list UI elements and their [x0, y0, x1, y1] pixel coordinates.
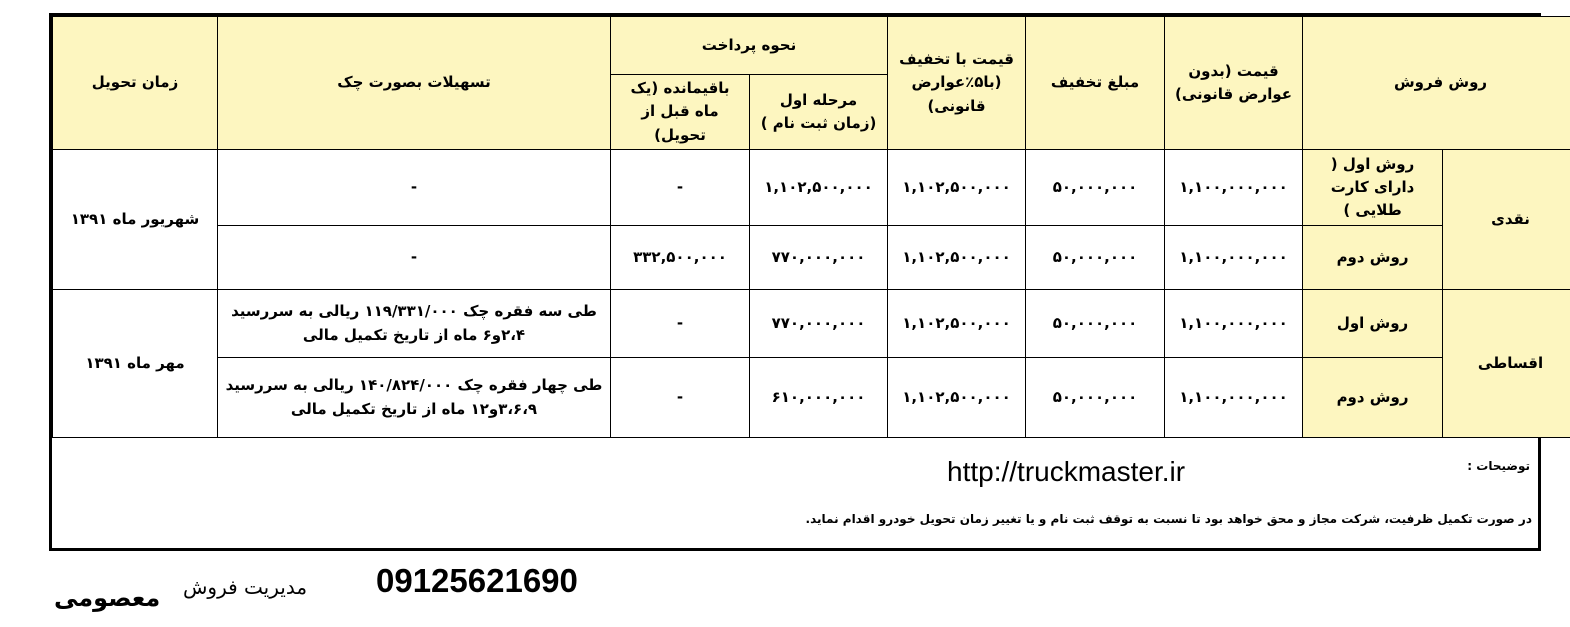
discount-cell: ۵۰,۰۰۰,۰۰۰ — [1026, 150, 1165, 226]
group-cash: نقدی — [1443, 150, 1570, 290]
discounted-price-cell: ۱,۱۰۲,۵۰۰,۰۰۰ — [888, 150, 1026, 226]
capacity-note: در صورت تکمیل ظرفیت، شرکت مجاز و محق خواهد بود تا نسبت به توقف ثبت نام و یا تغییر زمان تحویل خودرو اقدام نماید. — [805, 512, 1532, 526]
checks-cell: طی چهار فقره چک ۱۴۰/۸۲۴/۰۰۰ ریالی به سررسید ۳،۶،۹و۱۲ ماه از تاریخ تکمیل مالی — [218, 358, 611, 438]
price-table — [52, 16, 1570, 438]
discounted-price-cell: ۱,۱۰۲,۵۰۰,۰۰۰ — [888, 358, 1026, 438]
header-payment-method: نحوه پرداخت — [611, 17, 888, 75]
price-cell: ۱,۱۰۰,۰۰۰,۰۰۰ — [1165, 358, 1303, 438]
header-delivery-time: زمان تحویل — [53, 17, 218, 150]
header-price-without-fees: قیمت (بدون عوارض قانونی) — [1165, 17, 1303, 150]
header-discount-amount: مبلغ تخفیف — [1026, 17, 1165, 150]
remainder-cell: - — [611, 150, 750, 226]
contact-name: معصومی — [54, 584, 161, 612]
table-row — [53, 290, 1570, 358]
table-row — [53, 226, 1570, 290]
header-row-top — [53, 17, 1570, 75]
method-label: روش دوم — [1303, 226, 1443, 290]
delivery-cash: شهریور ماه ۱۳۹۱ — [53, 150, 218, 290]
checks-cell: - — [218, 226, 611, 290]
contact-phone: 09125621690 — [376, 562, 578, 599]
delivery-installment: مهر ماه ۱۳۹۱ — [53, 290, 218, 438]
group-installment: اقساطی — [1443, 290, 1570, 438]
discount-cell: ۵۰,۰۰۰,۰۰۰ — [1026, 226, 1165, 290]
header-price-with-discount: قیمت با تخفیف (با۵٪عوارض قانونی) — [888, 17, 1026, 150]
price-cell: ۱,۱۰۰,۰۰۰,۰۰۰ — [1165, 150, 1303, 226]
notes-section — [52, 438, 1538, 548]
remainder-cell: ۳۳۲,۵۰۰,۰۰۰ — [611, 226, 750, 290]
first-stage-cell: ۱,۱۰۲,۵۰۰,۰۰۰ — [750, 150, 888, 226]
discount-cell: ۵۰,۰۰۰,۰۰۰ — [1026, 290, 1165, 358]
first-stage-cell: ۶۱۰,۰۰۰,۰۰۰ — [750, 358, 888, 438]
remainder-cell: - — [611, 358, 750, 438]
website-url: http://truckmaster.ir — [947, 456, 1186, 487]
checks-cell: طی سه فقره چک ۱۱۹/۳۳۱/۰۰۰ ریالی به سررسید ۲،۴و۶ ماه از تاریخ تکمیل مالی — [218, 290, 611, 358]
header-first-stage: مرحله اول (زمان ثبت نام ) — [750, 75, 888, 150]
checks-cell: - — [218, 150, 611, 226]
notes-label: توضیحات : — [1467, 459, 1530, 473]
price-cell: ۱,۱۰۰,۰۰۰,۰۰۰ — [1165, 226, 1303, 290]
table-row — [53, 150, 1570, 226]
table-row — [53, 358, 1570, 438]
header-remainder: باقیمانده (یک ماه قبل از تحویل) — [611, 75, 750, 150]
price-cell: ۱,۱۰۰,۰۰۰,۰۰۰ — [1165, 290, 1303, 358]
first-stage-cell: ۷۷۰,۰۰۰,۰۰۰ — [750, 226, 888, 290]
method-label: روش دوم — [1303, 358, 1443, 438]
method-label: روش اول — [1303, 290, 1443, 358]
discounted-price-cell: ۱,۱۰۲,۵۰۰,۰۰۰ — [888, 290, 1026, 358]
remainder-cell: - — [611, 290, 750, 358]
first-stage-cell: ۷۷۰,۰۰۰,۰۰۰ — [750, 290, 888, 358]
header-check-facilities: تسهیلات بصورت چک — [218, 17, 611, 150]
header-sale-method: روش فروش — [1303, 17, 1570, 150]
discount-cell: ۵۰,۰۰۰,۰۰۰ — [1026, 358, 1165, 438]
contact-role: مدیریت فروش — [183, 575, 308, 599]
discounted-price-cell: ۱,۱۰۲,۵۰۰,۰۰۰ — [888, 226, 1026, 290]
price-sheet — [49, 13, 1544, 551]
method-label: روش اول ( دارای کارت طلایی ) — [1303, 150, 1443, 226]
